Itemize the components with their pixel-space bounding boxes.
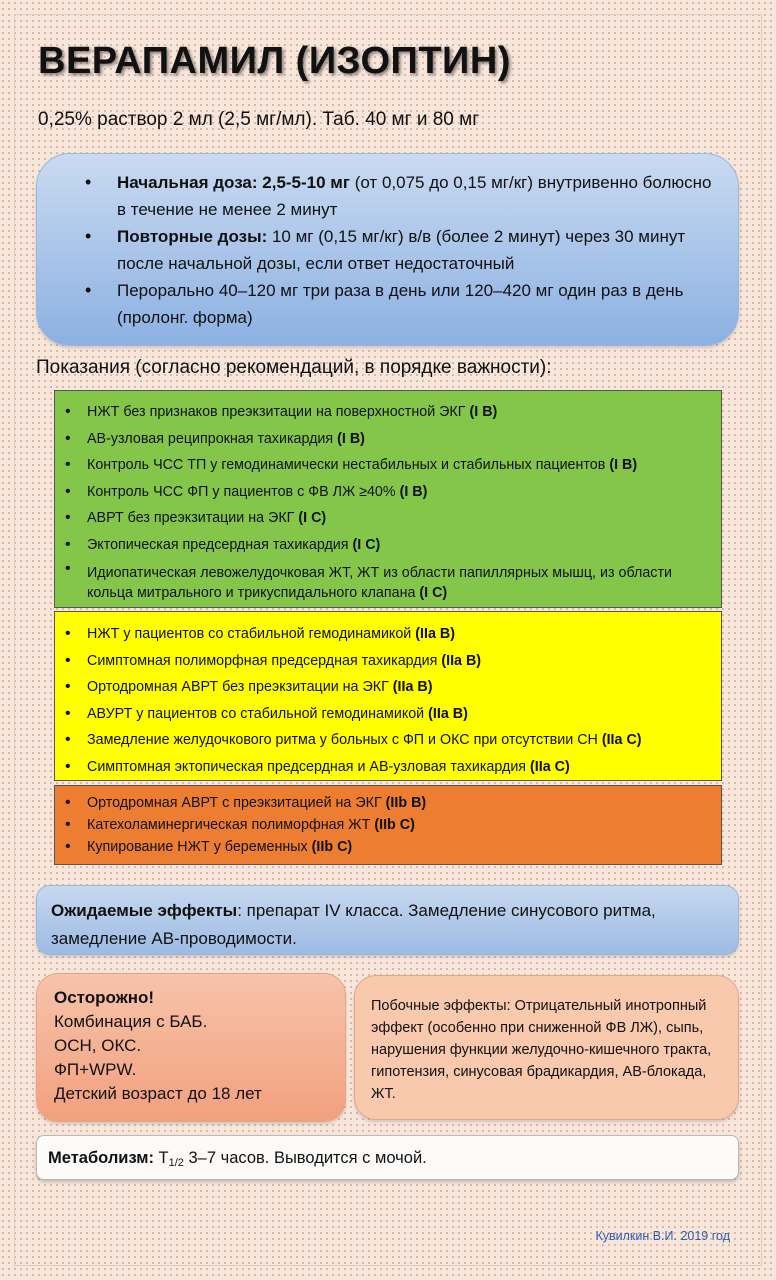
indication-item: [63, 532, 711, 559]
indication-item: [63, 701, 711, 728]
dosing-list: [81, 169, 714, 331]
dosing-item-label: Повторные дозы:: [117, 227, 268, 246]
indications-class-IIa-list: [63, 621, 711, 780]
indication-text: Катехоламинергическая полиморфная ЖТ: [87, 817, 375, 833]
indication-item: [63, 621, 711, 648]
indication-item: [63, 505, 711, 532]
dosing-item-text: 10 мг (0,15 мг/кг) в/в (более 2 минут) через 30 минут после начальной дозы, если ответ недостаточный: [117, 227, 686, 273]
recommendation-class: (IIb C): [311, 839, 353, 855]
caution-line: ФП+WPW.: [54, 1060, 137, 1079]
dosing-item-label: Начальная доза: 2,5-5-10 мг: [117, 173, 350, 192]
author-credit: Кувилкин В.И. 2019 год: [595, 1229, 730, 1243]
recommendation-class: (I C): [352, 536, 381, 553]
page-title: ВЕРАПАМИЛ (ИЗОПТИН): [38, 40, 511, 82]
caution-line: Детский возраст до 18 лет: [54, 1084, 262, 1103]
indication-text: АВУРТ у пациентов со стабильной гемодинамикой: [87, 705, 429, 722]
indication-text: Эктопическая предсердная тахикардия: [87, 536, 353, 553]
expected-effects-label: Ожидаемые эффекты: [51, 901, 238, 920]
indication-item: [63, 754, 711, 781]
indication-text: Ортодромная АВРТ без преэкзитации на ЭКГ: [87, 679, 393, 695]
indication-text: АВ-узловая реципрокная тахикардия: [87, 430, 338, 447]
indication-text: Контроль ЧСС ФП у пациентов с ФВ ЛЖ ≥40%: [87, 483, 400, 500]
half-life-subscript: 1/2: [168, 1157, 184, 1169]
side-effects-box: [354, 975, 739, 1120]
recommendation-class: (I B): [337, 430, 365, 447]
caution-line: Комбинация с БАБ.: [54, 1012, 208, 1031]
indication-text: Замедление желудочкового ритма у больных с ФП и ОКС при отсутствии СН: [87, 732, 602, 748]
metabolism-text: 3–7 часов. Выводится с мочой.: [183, 1149, 427, 1167]
indications-class-I-box: [54, 390, 722, 608]
indication-item: [63, 792, 711, 814]
indications-class-I-list: [63, 399, 711, 603]
dosing-item-initial: [81, 169, 714, 223]
recommendation-class: (IIa B): [441, 652, 482, 669]
recommendation-class: (IIa C): [601, 732, 642, 748]
side-effects-text: : Отрицательный инотропный эффект (особенно при сниженной ФВ ЛЖ), сыпь, нарушения функции желудочно-кишечного тракта, гипотензия, синусовая брадикардия, АВ-блокада, ЖТ.: [371, 998, 712, 1102]
caution-box: [36, 973, 346, 1122]
metabolism-box: [36, 1135, 739, 1180]
indication-item: [63, 399, 711, 426]
dosing-item-oral: [81, 277, 714, 331]
indications-class-IIa-box: [54, 611, 722, 781]
recommendation-class: (I C): [298, 510, 327, 527]
indications-heading: Показания (согласно рекомендаций, в порядке важности):: [36, 357, 552, 378]
caution-line: ОСН, ОКС.: [54, 1036, 142, 1055]
recommendation-class: (IIa B): [415, 626, 455, 642]
indication-item: [63, 559, 711, 603]
indication-text: НЖТ без признаков преэкзитации на поверхностной ЭКГ: [87, 404, 470, 420]
recommendation-class: (I B): [399, 483, 428, 500]
recommendation-class: (IIb B): [385, 795, 427, 811]
dosing-item-text: Перорально 40–120 мг три раза в день или 120–420 мг один раз в день (пролонг. форма): [117, 281, 684, 327]
indication-text: Идиопатическая левожелудочковая ЖТ, ЖТ из области папиллярных мышц, из области кольца митрального и трикуспидального клапана: [87, 564, 672, 601]
side-effects-label: Побочные эффекты: [371, 998, 507, 1014]
indication-text: НЖТ у пациентов со стабильной гемодинамикой: [87, 626, 416, 642]
recommendation-class: (I B): [609, 457, 638, 474]
metabolism-label: Метаболизм:: [48, 1149, 154, 1167]
indication-item: [63, 479, 711, 506]
indication-text: Симптомная эктопическая предсердная и АВ-узловая тахикардия: [87, 758, 531, 775]
dosing-box: [36, 153, 739, 346]
recommendation-class: (I C): [419, 584, 448, 601]
indication-item: [63, 426, 711, 453]
indication-text: Ортодромная АВРТ с преэкзитацией на ЭКГ: [87, 795, 386, 811]
indication-item: [63, 648, 711, 675]
indication-text: Симптомная полиморфная предсердная тахикардия: [87, 652, 442, 669]
caution-title-text: Осторожно!: [54, 988, 155, 1007]
dosing-item-repeat: [81, 223, 714, 277]
indication-text: Контроль ЧСС ТП у гемодинамически нестабильных и стабильных пациентов: [87, 457, 610, 474]
indications-class-IIb-list: [63, 792, 711, 858]
indication-text: АВРТ без преэкзитации на ЭКГ: [87, 510, 299, 527]
recommendation-class: (IIb C): [374, 817, 415, 833]
expected-effects-box: [36, 885, 739, 955]
indications-class-IIb-box: [54, 785, 722, 865]
recommendation-class: (I B): [469, 404, 498, 420]
indication-item: [63, 674, 711, 701]
recommendation-class: (IIa B): [392, 679, 433, 695]
indication-item: [63, 452, 711, 479]
indication-text: Купирование НЖТ у беременных: [87, 839, 312, 855]
indication-item: [63, 727, 711, 754]
dosing-item-text: (от 0,075 до 0,15 мг/кг) внутривенно болюсно в течение не менее 2 минут: [117, 173, 712, 219]
caution-title: [54, 986, 335, 1010]
dosage-forms: 0,25% раствор 2 мл (2,5 мг/мл). Таб. 40 мг и 80 мг: [38, 109, 480, 130]
indication-item: [63, 814, 711, 836]
half-life-symbol: T: [158, 1149, 169, 1167]
indication-item: [63, 836, 711, 858]
recommendation-class: (IIa C): [530, 758, 570, 775]
expected-effects-text: : препарат IV класса. Замедление синусового ритма, замедление АВ-проводимости.: [51, 901, 656, 948]
recommendation-class: (IIa B): [428, 705, 468, 722]
